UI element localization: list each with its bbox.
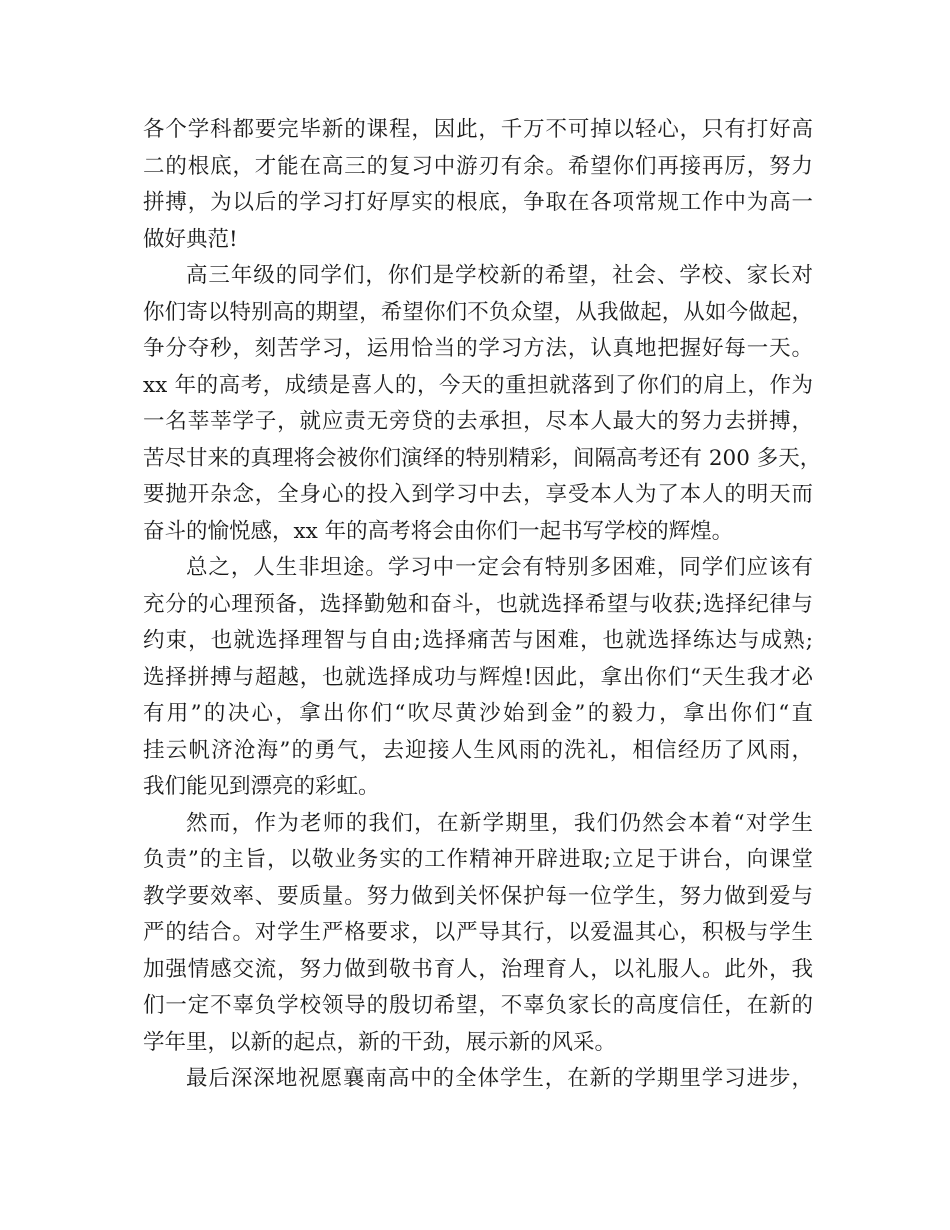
text-line: 约束，也就选择理智与自由;选择痛苦与困难，也就选择练达与成熟; xyxy=(143,628,813,653)
text-line: 做好典范! xyxy=(143,226,238,252)
text-line: 高三年级的同学们，你们是学校新的希望，社会、学校、家长对 xyxy=(186,263,813,288)
paragraph xyxy=(143,550,813,806)
text-line: 争分夺秒，刻苦学习，运用恰当的学习方法，认真地把握好每一天。 xyxy=(143,336,813,361)
paragraph xyxy=(143,806,813,1062)
text-line: 一名莘莘学子，就应责无旁贷的去承担，尽本人最大的努力去拼搏， xyxy=(143,409,813,434)
text-line: 严的结合。对学生严格要求，以严导其行，以爱温其心，积极与学生 xyxy=(143,920,813,945)
text-line: 你们寄以特别高的期望，希望你们不负众望，从我做起，从如今做起， xyxy=(143,299,813,325)
text-line: 挂云帆济沧海”的勇气，去迎接人生风雨的洗礼，相信经历了风雨， xyxy=(143,737,813,763)
text-line: 学年里，以新的起点，新的干劲，展示新的风采。 xyxy=(143,1029,617,1055)
text-line: 加强情感交流，努力做到敬书育人，治理育人，以礼服人。此外，我 xyxy=(143,956,813,982)
paragraph xyxy=(143,1061,813,1098)
text-line: 们一定不辜负学校领导的殷切希望，不辜负家长的高度信任，在新的 xyxy=(143,993,813,1018)
text-line: 充分的心理预备，选择勤勉和奋斗，也就选择希望与收获;选择纪律与 xyxy=(143,591,813,617)
text-line: 总之，人生非坦途。学习中一定会有特别多困难，同学们应该有 xyxy=(186,555,813,580)
document-body xyxy=(143,112,822,1098)
paragraph xyxy=(143,112,813,258)
text-line: 最后深深地祝愿襄南高中的全体学生，在新的学期里学习进步， xyxy=(186,1066,813,1091)
text-line: 负责”的主旨，以敬业务实的工作精神开辟进取;立足于讲台，向课堂 xyxy=(143,847,813,872)
paragraph xyxy=(143,258,822,550)
text-line: 我们能见到漂亮的彩虹。 xyxy=(143,774,380,799)
text-line: 二的根底，才能在高三的复习中游刃有余。希望你们再接再厉，努力 xyxy=(143,153,813,179)
text-line: 教学要效率、要质量。努力做到关怀保护每一位学生，努力做到爱与 xyxy=(143,883,813,909)
text-line: 各个学科都要完毕新的课程，因此，千万不可掉以轻心，只有打好高 xyxy=(143,117,813,142)
text-line: xx 年的高考，成绩是喜人的，今天的重担就落到了你们的肩上，作为 xyxy=(143,372,813,398)
text-line: 要抛开杂念，全身心的投入到学习中去，享受本人为了本人的明天而 xyxy=(143,482,813,507)
text-line: 选择拼搏与超越，也就选择成功与辉煌!因此，拿出你们“天生我才必 xyxy=(143,664,813,690)
text-line: 然而，作为老师的我们，在新学期里，我们仍然会本着“对学生 xyxy=(186,810,813,836)
text-line: 有用”的决心，拿出你们“吹尽黄沙始到金”的毅力，拿出你们“直 xyxy=(143,701,813,726)
text-line: 拼搏，为以后的学习打好厚实的根底，争取在各项常规工作中为高一 xyxy=(143,190,813,215)
text-line: 苦尽甘来的真理将会被你们演绎的特别精彩，间隔高考还有 200 多天， xyxy=(143,445,822,471)
text-line: 奋斗的愉悦感，xx 年的高考将会由你们一起书写学校的辉煌。 xyxy=(143,518,734,544)
